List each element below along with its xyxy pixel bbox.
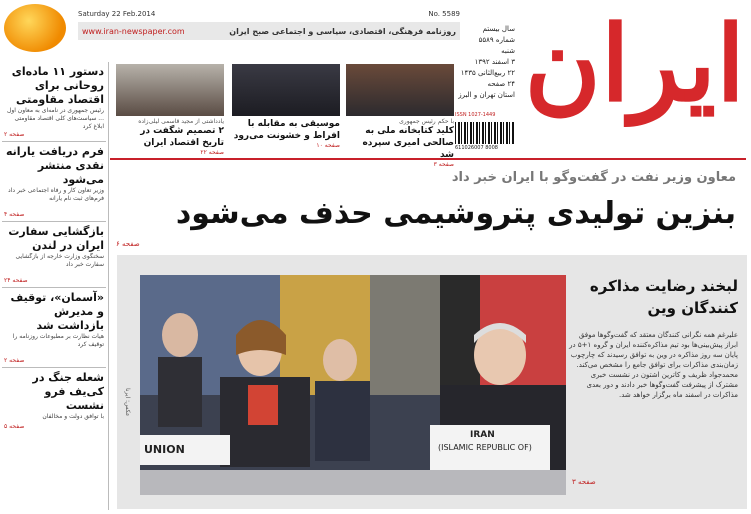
headline-kicker: معاون وزیر نفت در گفت‌وگو با ایران خبر داد	[451, 170, 736, 185]
teaser-3[interactable]	[116, 64, 224, 156]
teaser-page-ref: صفحه ۱۰	[316, 142, 340, 149]
teaser-title: موسیقی به مقابله با افراط و خشونت می‌رود	[233, 119, 340, 141]
teaser-caption: با حکم رئیس جمهوری	[399, 118, 454, 125]
date-label: Saturday 22 Feb.2014	[78, 10, 156, 18]
teaser-photo	[346, 64, 454, 116]
issue-line: ۳ اسفند ۱۳۹۲	[474, 58, 515, 66]
teaser-title: کلید کتابخانه ملی به صالحی امیری سپرده شد	[362, 126, 454, 160]
left-news-body: سخنگوی وزارت خارجه از بازگشایی سفارت خبر داد	[15, 253, 104, 268]
left-news-column	[2, 62, 106, 514]
teaser-page-ref: صفحه ۲۲	[200, 149, 224, 156]
left-news-page-ref: صفحه ۲	[4, 357, 25, 364]
teaser-photo	[116, 64, 224, 116]
left-news-page-ref: صفحه ۴	[4, 211, 25, 218]
main-headline[interactable]: بنزین تولیدی پتروشیمی حذف می‌شود	[175, 196, 736, 231]
story-subhead[interactable]: لبخند رضایت مذاکره کنندگان وین	[589, 277, 738, 317]
teaser-page-ref: صفحه ۳	[433, 161, 454, 168]
main-photo[interactable]	[140, 275, 566, 495]
left-news-item[interactable]	[2, 142, 106, 222]
website-link[interactable]: www.iran-newspaper.com	[82, 26, 185, 36]
column-divider	[108, 62, 109, 510]
nameplate-iran-sub: (ISLAMIC REPUBLIC OF)	[438, 443, 532, 452]
left-news-title: دستور ۱۱ ماده‌ای روحانی برای اقتصاد مقاومتی	[11, 65, 104, 106]
issue-number: No. 5589	[428, 10, 460, 18]
left-news-page-ref: صفحه ۵	[4, 423, 25, 430]
issue-line: استان تهران و البرز	[458, 91, 515, 99]
left-news-title: شعله جنگ در کی‌یف فرو نشست	[32, 371, 104, 412]
issue-line: ۲۲ ربیع‌الثانی ۱۴۳۵	[460, 69, 515, 77]
teaser-title: ۲ تصمیم شگفت در تاریخ اقتصاد ایران	[140, 126, 224, 148]
story-page-ref: صفحه ۳	[572, 478, 596, 486]
teaser-1[interactable]	[346, 64, 454, 168]
orange-ball-logo	[4, 4, 66, 52]
issue-line: شماره ۵۵۸۹	[478, 36, 515, 44]
left-news-page-ref: صفحه ۲	[4, 131, 25, 138]
left-news-item[interactable]	[2, 288, 106, 368]
left-news-page-ref: صفحه ۲۴	[4, 277, 28, 284]
left-news-title: بازگشایی سفارت ایران در لندن	[8, 225, 104, 252]
masthead-logo: ایران	[524, 2, 745, 125]
barcode	[455, 122, 515, 144]
issue-line: ۲۴ صفحه	[487, 80, 515, 88]
teaser-photo	[232, 64, 340, 116]
issue-line: شنبه	[501, 47, 515, 55]
issn: ISSN 1027-1449	[455, 112, 496, 118]
teaser-2[interactable]	[232, 64, 340, 156]
teaser-caption: یادداشتی از مجید قاسمی لیلی‌زاده	[138, 118, 224, 125]
barcode-digits: 611026007 8008	[455, 145, 498, 151]
main-photo-illustration	[140, 275, 566, 495]
left-news-body: هیأت نظارت بر مطبوعات روزنامه را توقیف کرد	[12, 333, 104, 348]
nameplate-union: UNION	[144, 443, 185, 456]
issue-line: سال بیستم	[482, 25, 515, 33]
left-news-body: رئیس جمهوری در نامه‌ای به معاون اول ... سیاست‌های کلی اقتصاد مقاومتی ابلاغ کرد	[6, 107, 104, 130]
left-news-item[interactable]	[2, 368, 106, 433]
left-news-body: با توافق دولت و مخالفان	[42, 413, 104, 420]
left-news-body: وزیر تعاون کار و رفاه اجتماعی خبر داد فرم‌های ثبت نام یارانه	[8, 187, 104, 202]
left-news-title: فرم دریافت یارانه نقدی منتشر می‌شود	[5, 145, 104, 186]
website-strip	[78, 22, 460, 40]
photo-credit: عکس: ایرنا	[124, 388, 131, 417]
left-news-item[interactable]	[2, 62, 106, 142]
left-news-title: «آسمان»، توقیف و مدیرش بازداشت شد	[10, 291, 104, 332]
date-strip	[78, 8, 460, 20]
nameplate-iran: IRAN	[470, 430, 495, 440]
tagline: روزنامه فرهنگی، اقتصادی، سیاسی و اجتماعی صبح ایران	[229, 26, 456, 36]
left-news-item[interactable]	[2, 222, 106, 288]
story-body: علیرغم همه نگرانی کنندگان معتقد که گفت‌وگوها موفق ابراز پیش‌بینی‌ها بود تیم مذاکره‌کننده ایران و گروه ۱+۵ در پایان سه روز مذاکره در وین به توافق رسیدند که چارچوب زمان‌بندی مذاکرات برای توافق جامع را مشخص می‌کند. محمدجواد ظریف و کاترین اشتون در نشست خبری مشترک از پیشرفت گفت‌وگوها خبر دادند و دور بعدی مذاکرات در اسفند ماه برگزار خواهد شد.	[569, 331, 738, 399]
headline-page-ref: صفحه ۶	[116, 240, 140, 248]
